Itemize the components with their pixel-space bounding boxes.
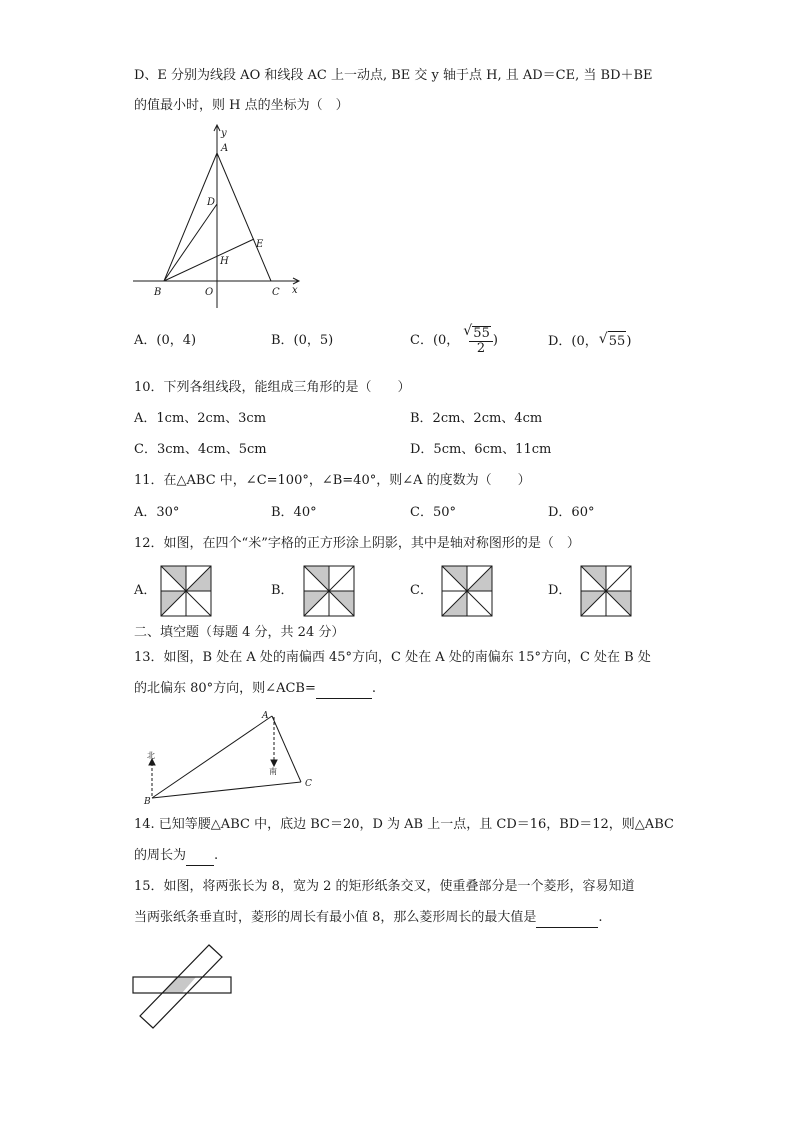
- q9-option-c-denominator: 2: [476, 341, 486, 356]
- q15-figure: [130, 940, 235, 1032]
- q12-option-a-label: A．: [134, 583, 157, 598]
- q12-option-d-label: D．: [548, 583, 572, 598]
- label-o: O: [205, 287, 214, 298]
- q12-option-b-figure: [303, 565, 355, 617]
- label-north: 北: [147, 751, 155, 760]
- q10-option-d: D．5cm、6cm、11cm: [410, 442, 552, 457]
- q10-option-a: A．1cm、2cm、3cm: [134, 411, 267, 426]
- segment-bd: [164, 204, 217, 281]
- label-b: B: [144, 797, 151, 807]
- q11-option-b: B．40°: [271, 505, 317, 520]
- label-b: B: [154, 287, 162, 298]
- segment-be: [164, 239, 254, 281]
- q9-option-d-radical: √ 55: [608, 331, 627, 352]
- q9-figure: [128, 122, 313, 312]
- q11-option-d: D．60°: [548, 505, 595, 520]
- q13-text-line2: 的北偏东 80°方向，则∠ACB= .: [134, 679, 376, 699]
- label-h: H: [220, 256, 229, 267]
- q10-stem: 10．下列各组线段，能组成三角形的是（ ）: [134, 380, 411, 395]
- label-south: 南: [269, 767, 277, 776]
- q9-option-d-suffix: ): [626, 334, 632, 349]
- q9-text-line1: D、E 分别为线段 AO 和线段 AC 上一动点, BE 交 y 轴于点 H, 且 AD＝CE, 当 BD＋BE: [134, 68, 653, 83]
- segment-ab: [164, 153, 217, 281]
- q11-stem: 11．在△ABC 中，∠C=100°，∠B=40°，则∠A 的度数为（ ）: [134, 473, 531, 488]
- q9-option-c-radical: √ 55: [472, 326, 491, 341]
- q12-stem: 12．如图，在四个“米”字格的正方形涂上阴影，其中是轴对称图形的是（ ）: [134, 536, 580, 551]
- label-a: A: [262, 711, 269, 721]
- label-x: x: [292, 285, 298, 296]
- q14-text-line2: 的周长为 .: [134, 846, 218, 866]
- q9-option-a: A．(0，4): [134, 333, 197, 348]
- q9-option-c-suffix: ): [492, 333, 498, 348]
- q9-option-c-prefix: C．(0，: [410, 333, 460, 348]
- label-a: A: [221, 143, 229, 154]
- q14-answer-blank: [186, 865, 214, 866]
- label-e: E: [256, 239, 264, 250]
- q10-option-c: C．3cm、4cm、5cm: [134, 442, 267, 457]
- label-y: y: [221, 128, 227, 139]
- south-arrow-head: [271, 760, 277, 766]
- q13-text-line1: 13．如图，B 处在 A 处的南偏西 45°方向，C 处在 A 处的南偏东 15°方向，C 处在 B 处: [134, 650, 651, 665]
- q15-answer-blank: [536, 927, 598, 928]
- q9-option-d: [548, 331, 631, 352]
- q11-option-c: C．50°: [410, 505, 456, 520]
- label-c: C: [305, 779, 312, 789]
- segment-ba: [152, 716, 272, 798]
- q9-option-b: B．(0，5): [271, 333, 334, 348]
- q12-option-d-figure: [580, 565, 632, 617]
- q12-option-c-figure: [441, 565, 493, 617]
- q15-text-line1: 15．如图，将两张长为 8，宽为 2 的矩形纸条交叉，使重叠部分是一个菱形，容易知道: [134, 879, 635, 894]
- overlap-rhombus: [162, 977, 196, 993]
- section-heading: 二、填空题（每题 4 分，共 24 分）: [134, 625, 345, 640]
- q13-figure: [140, 708, 325, 808]
- q11-option-a: A．30°: [134, 505, 180, 520]
- q13-answer-blank: [316, 698, 372, 699]
- q9-option-c-fraction: [469, 326, 493, 356]
- q9-text-line2: 的值最小时，则 H 点的坐标为（ ）: [134, 98, 349, 113]
- q15-text-line2: 当两张纸条垂直时，菱形的周长有最小值 8，那么菱形周长的最大值是 .: [134, 908, 603, 928]
- q10-option-b: B．2cm、2cm、4cm: [410, 411, 543, 426]
- q14-text-line1: 14. 已知等腰△ABC 中，底边 BC＝20，D 为 AB 上一点，且 CD＝16，BD＝12，则△ABC: [134, 817, 674, 832]
- label-d: D: [207, 197, 216, 208]
- label-c: C: [272, 287, 280, 298]
- q12-option-b-label: B．: [271, 583, 294, 598]
- q12-option-c-label: C．: [410, 583, 433, 598]
- q12-option-a-figure: [160, 565, 212, 617]
- q9-option-d-prefix: D．(0，: [548, 334, 598, 349]
- segment-bc: [152, 782, 301, 798]
- q9-option-c: [410, 321, 498, 361]
